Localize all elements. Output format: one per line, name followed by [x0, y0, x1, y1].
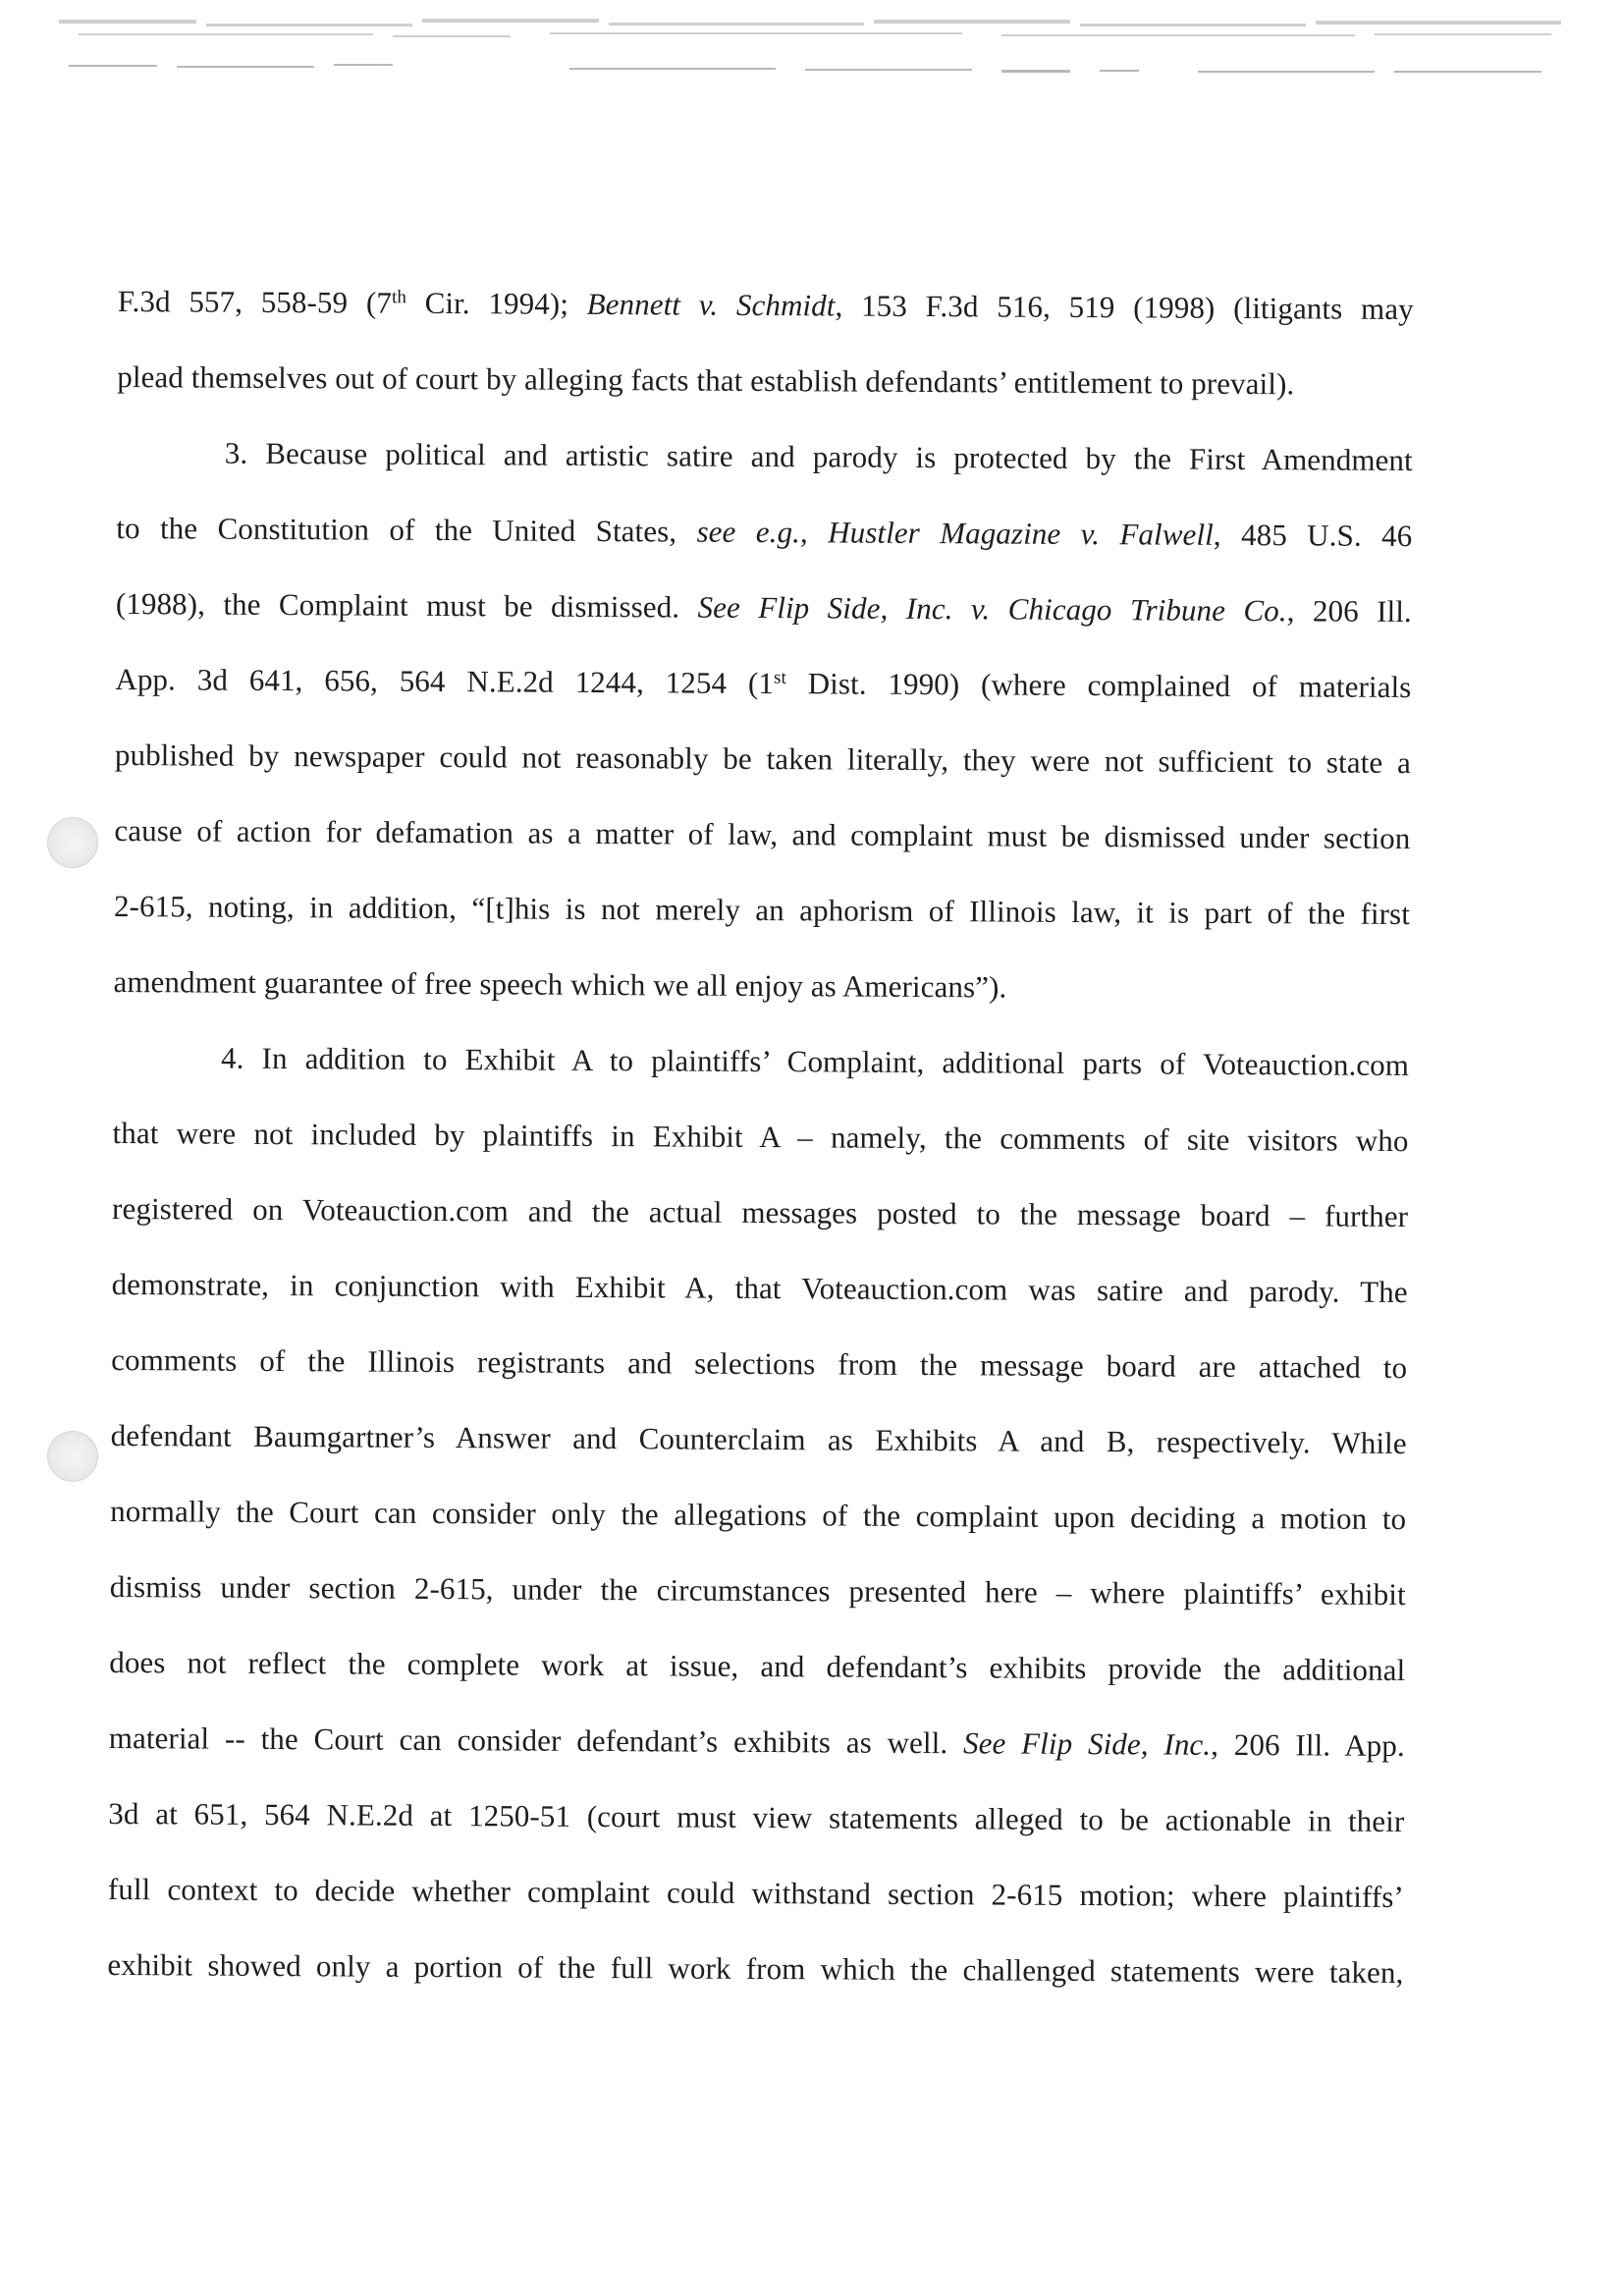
text-line	[110, 1473, 1406, 1557]
text-run: App. 3d 641, 656, 564 N.E.2d 1244, 1254 (1	[115, 661, 775, 701]
text-run: amendment guarantee of free speech which we all enjoy as Americans”).	[113, 963, 1007, 1005]
text-run: material -- the Court can consider defendant’s exhibits as well.	[108, 1720, 964, 1761]
text-run: 4. In addition to Exhibit A to plaintiffs’ Complaint, additional parts of Voteauction.com	[220, 1040, 1410, 1083]
text-run: exhibit showed only a portion of the full work from which the challenged statements were taken,	[107, 1946, 1404, 1991]
case-citation-italic: See Flip Side, Inc.	[962, 1725, 1212, 1762]
text-run: Dist. 1990) (where complained of materials	[785, 666, 1412, 705]
text-line	[115, 641, 1411, 725]
ordinal-suffix: th	[391, 287, 407, 308]
text-line	[107, 1927, 1403, 2010]
text-run: , 485 U.S. 46	[1213, 517, 1413, 554]
text-line	[116, 566, 1412, 649]
text-line	[112, 1095, 1408, 1178]
text-line	[114, 868, 1410, 952]
text-line	[113, 1019, 1409, 1103]
punch-hole-mark	[47, 1431, 98, 1482]
text-line	[109, 1700, 1405, 1783]
text-line	[108, 1776, 1404, 1859]
text-run: (1988), the Complaint must be dismissed.	[115, 585, 698, 625]
text-line	[109, 1624, 1405, 1708]
text-run: does not reflect the complete work at issue, and defendant’s exhibits provide the additional	[109, 1644, 1406, 1688]
case-citation-italic: See Flip Side, Inc. v. Chicago Tribune Co.	[697, 589, 1287, 629]
text-run: 2-615, noting, in addition, “[t]his is not merely an aphorism of Illinois law, it is part of the first	[113, 888, 1411, 932]
text-run: cause of action for defamation as a matter of law, and complaint must be dismissed under section	[114, 812, 1411, 856]
text-run: F.3d 557, 558-59 (7	[117, 283, 393, 320]
text-line	[108, 1851, 1404, 1935]
text-line	[115, 717, 1411, 800]
text-line	[118, 263, 1414, 347]
document-body	[107, 263, 1414, 2010]
text-run: dismiss under section 2-615, under the circumstances presented here – where plaintiffs’ exhibit	[109, 1568, 1406, 1613]
text-run: to the Constitution of the United States,	[116, 510, 697, 549]
text-line	[113, 944, 1409, 1027]
text-line	[111, 1246, 1407, 1330]
case-citation-italic: see e.g., Hustler Magazine v. Falwell	[696, 514, 1214, 552]
punch-hole-mark	[47, 817, 98, 868]
text-run: demonstrate, in conjunction with Exhibit A, that Voteauction.com was satire and parody. The	[111, 1266, 1408, 1310]
text-run: 3. Because political and artistic satire and parody is protected by the First Amendment	[224, 435, 1413, 478]
text-run: , 206 Ill. App.	[1211, 1726, 1405, 1764]
text-run: normally the Court can consider only the allegations of the complaint upon deciding a motion to	[110, 1493, 1407, 1537]
scan-noise-header	[59, 14, 1571, 82]
text-run: , 153 F.3d 516, 519 (1998) (litigants may	[835, 288, 1414, 327]
case-citation-italic: Bennett v. Schmidt	[586, 286, 836, 323]
text-run: , 206 Ill.	[1286, 593, 1412, 629]
text-run: published by newspaper could not reasonably be taken literally, they were not sufficient to state a	[114, 737, 1412, 781]
text-run: full context to decide whether complaint could withstand section 2-615 motion; where plaintiffs’	[107, 1871, 1404, 1915]
text-run: plead themselves out of court by alleging facts that establish defendants’ entitlement to prevail).	[117, 358, 1295, 402]
text-line	[112, 1171, 1408, 1254]
text-line	[117, 414, 1413, 498]
text-line	[111, 1322, 1407, 1405]
text-run: Cir. 1994);	[406, 285, 587, 321]
text-run: defendant Baumgartner’s Answer and Counterclaim as Exhibits A and B, respectively. While	[110, 1417, 1407, 1461]
text-line	[116, 490, 1412, 574]
ordinal-suffix: st	[773, 667, 786, 688]
text-run: comments of the Illinois registrants and selections from the message board are attached to	[111, 1341, 1408, 1386]
text-run: registered on Voteauction.com and the actual messages posted to the message board – further	[112, 1190, 1409, 1234]
text-line	[117, 339, 1413, 422]
text-line	[110, 1397, 1406, 1481]
text-line	[114, 793, 1410, 876]
text-line	[110, 1549, 1406, 1632]
text-run: that were not included by plaintiffs in Exhibit A – namely, the comments of site visitors who	[112, 1115, 1409, 1159]
text-run: 3d at 651, 564 N.E.2d at 1250-51 (court must view statements alleged to be actionable in their	[108, 1795, 1405, 1839]
